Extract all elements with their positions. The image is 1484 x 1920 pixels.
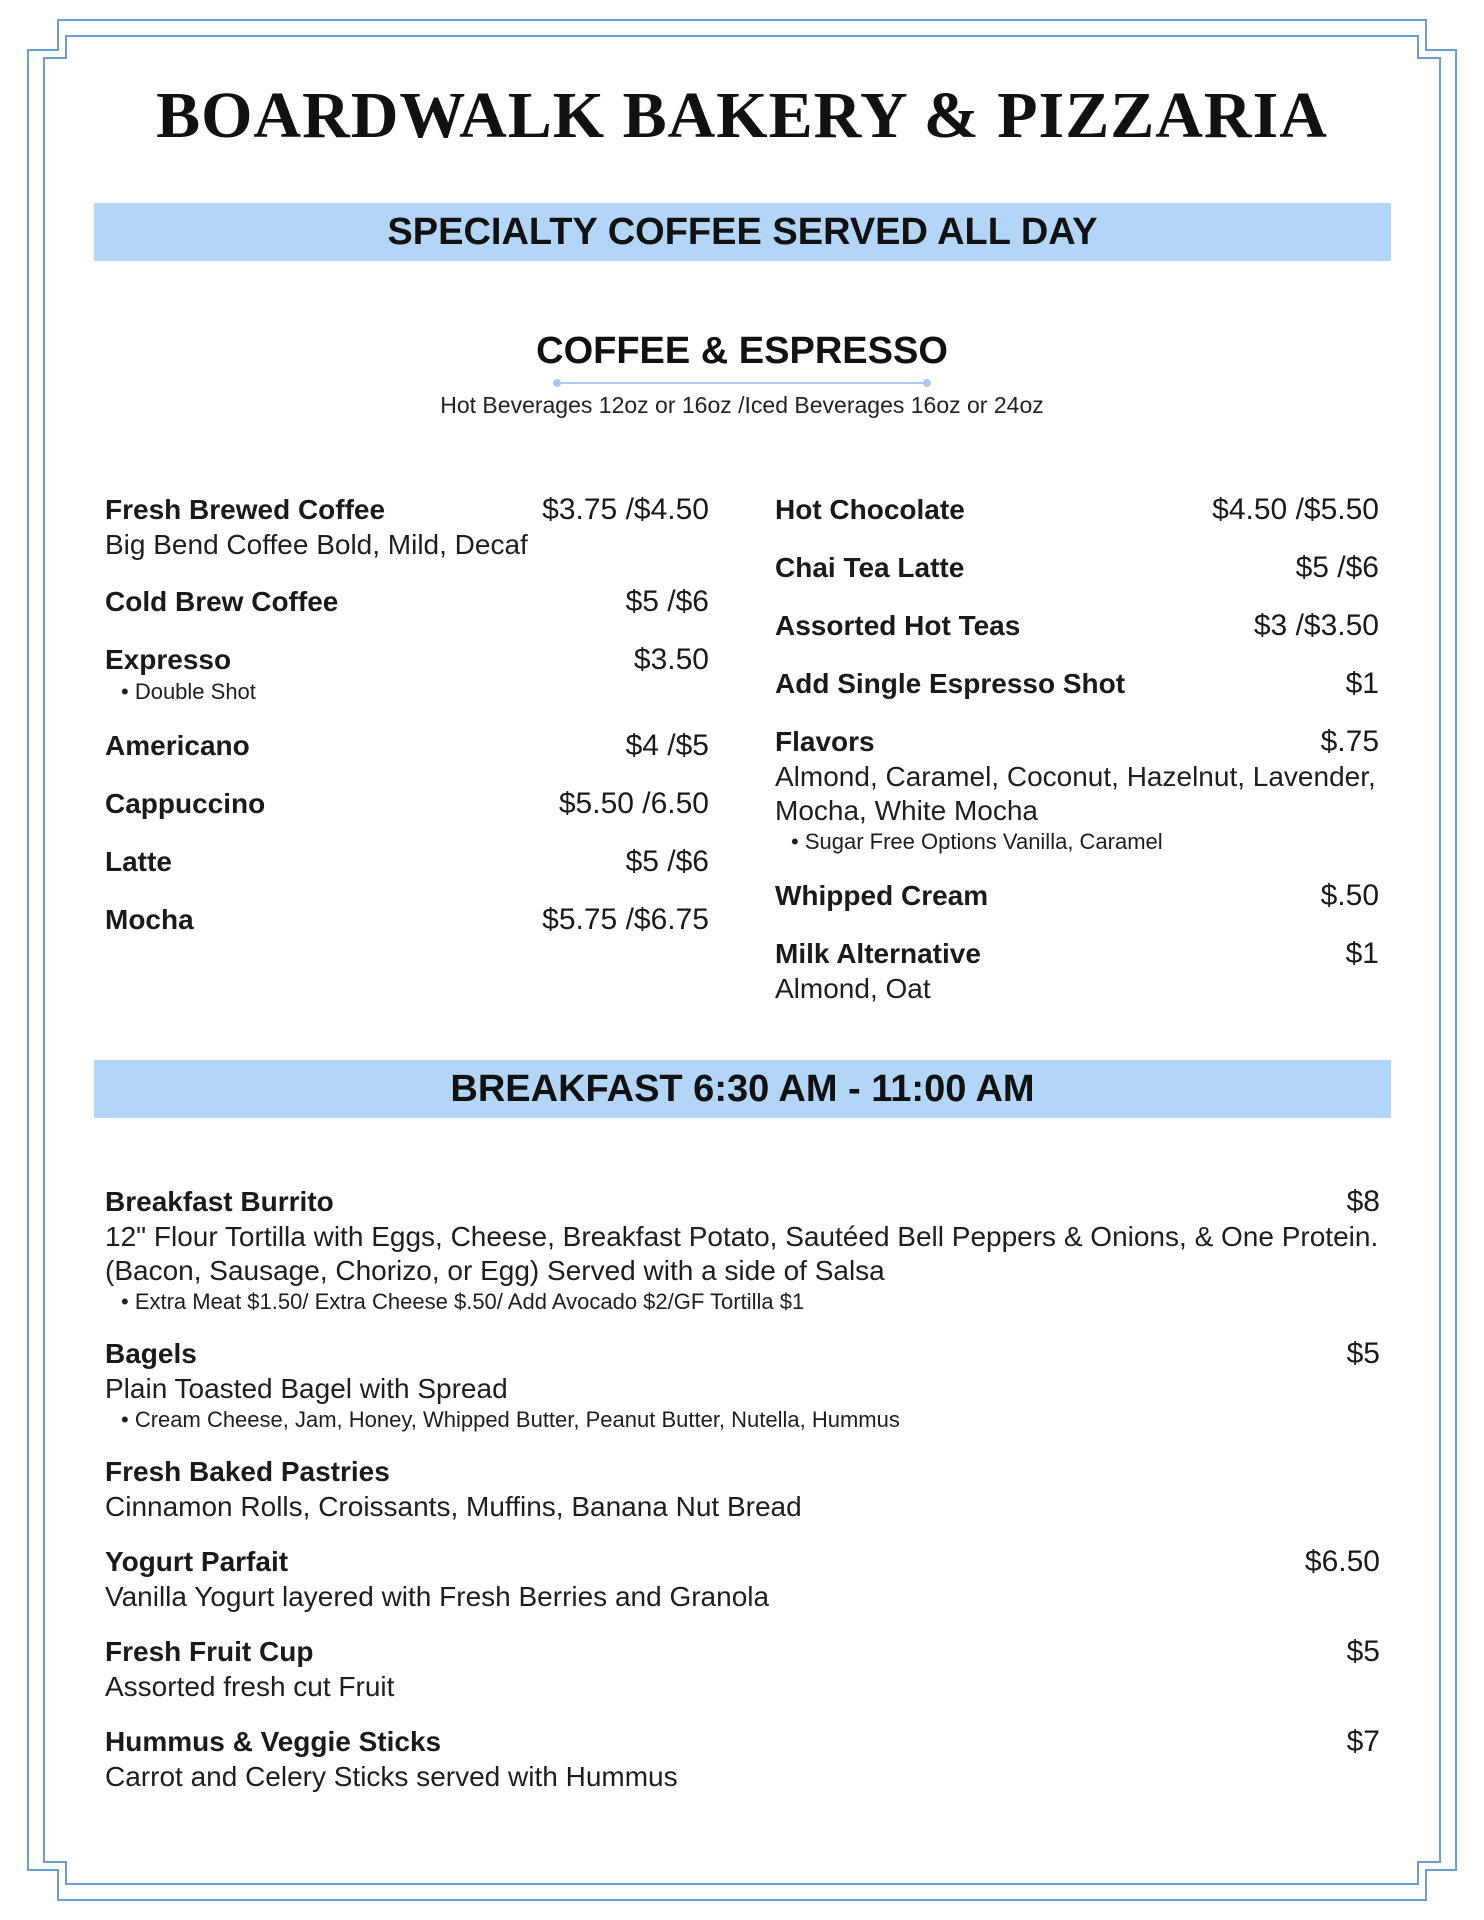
menu-item [105, 642, 709, 706]
coffee-left-column [105, 492, 709, 960]
menu-item [105, 1724, 1380, 1794]
menu-item-description: Almond, Caramel, Coconut, Hazelnut, Lavender, Mocha, White Mocha [775, 761, 1376, 826]
menu-item-name: Fresh Brewed Coffee [105, 494, 386, 525]
menu-item-price: $5 /$6 [1295, 551, 1379, 584]
menu-item-price: $4.50 /$5.50 [1212, 493, 1379, 526]
menu-item-price: $.75 [1320, 725, 1379, 758]
menu-item-price: $1 [1345, 667, 1379, 700]
restaurant-title: BOARDWALK BAKERY & PIZZARIA [156, 79, 1328, 152]
menu-item-name: Cappuccino [105, 788, 266, 819]
menu-item-price: $5 [1346, 1635, 1380, 1668]
menu-item-name: Fresh Baked Pastries [105, 1456, 390, 1487]
menu-item [775, 666, 1379, 702]
menu-item-description: 12" Flour Tortilla with Eggs, Cheese, Breakfast Potato, Sautéed Bell Peppers & Onions, & One Protein. (Bacon, Sausage, Chorizo, or Egg) Served with a side of Salsa [105, 1221, 1379, 1286]
breakfast-banner: BREAKFAST 6:30 AM - 11:00 AM [94, 1060, 1391, 1118]
menu-item-row [775, 936, 1379, 972]
menu-item-row [775, 666, 1379, 702]
menu-item-price: $7 [1346, 1725, 1380, 1758]
menu-item-name: Milk Alternative [775, 938, 981, 969]
menu-item-name: Yogurt Parfait [105, 1546, 289, 1577]
menu-item [775, 724, 1379, 856]
menu-item-row [105, 844, 709, 880]
menu-item-name: Hot Chocolate [775, 494, 965, 525]
menu-item-price: $3 /$3.50 [1253, 609, 1379, 642]
menu-item-price: $5 /$6 [625, 585, 709, 618]
menu-item-price: $5.75 /$6.75 [542, 903, 709, 936]
menu-item [105, 584, 709, 620]
menu-item-price: $3.75 /$4.50 [542, 493, 709, 526]
menu-item [105, 1634, 1380, 1704]
menu-item-row [105, 1634, 1380, 1670]
menu-item-price: $1 [1345, 937, 1379, 970]
menu-item-row [775, 878, 1379, 914]
menu-item-row [105, 1336, 1380, 1372]
menu-item-description: Cinnamon Rolls, Croissants, Muffins, Banana Nut Bread [105, 1491, 802, 1522]
menu-item [775, 608, 1379, 644]
menu-item-name: Latte [105, 846, 172, 877]
menu-item-description: Plain Toasted Bagel with Spread [105, 1373, 508, 1404]
menu-item-price: $4 /$5 [625, 729, 709, 762]
menu-item [105, 1454, 1380, 1524]
menu-item-name: Cold Brew Coffee [105, 586, 339, 617]
menu-item-row [105, 1724, 1380, 1760]
menu-item-row [105, 642, 709, 678]
menu-item [775, 936, 1379, 1006]
menu-item-row [775, 550, 1379, 586]
menu-item-name: Add Single Espresso Shot [775, 668, 1126, 699]
menu-item-description: Carrot and Celery Sticks served with Hummus [105, 1761, 678, 1792]
menu-item-row [105, 1454, 1380, 1490]
menu-item-price: $8 [1346, 1185, 1380, 1218]
menu-item-price: $6.50 [1304, 1545, 1380, 1578]
breakfast-list [105, 1184, 1380, 1814]
menu-item-note: • Sugar Free Options Vanilla, Caramel [791, 829, 1163, 854]
menu-item-row [105, 584, 709, 620]
menu-item [105, 844, 709, 880]
menu-item-row [105, 1184, 1380, 1220]
menu-item-price: $5 [1346, 1337, 1380, 1370]
menu-item-row [105, 728, 709, 764]
menu-item [105, 786, 709, 822]
menu-item-name: Chai Tea Latte [775, 552, 965, 583]
menu-item-name: Assorted Hot Teas [775, 610, 1021, 641]
menu-item-row [105, 902, 709, 938]
menu-item [105, 1184, 1380, 1316]
section-title-coffee: COFFEE & ESPRESSO [536, 330, 948, 372]
coffee-banner: SPECIALTY COFFEE SERVED ALL DAY [94, 203, 1391, 261]
menu-item-row [775, 492, 1379, 528]
menu-item-price: $3.50 [633, 643, 709, 676]
menu-item-name: Breakfast Burrito [105, 1186, 334, 1217]
menu-item-note: • Cream Cheese, Jam, Honey, Whipped Butter, Peanut Butter, Nutella, Hummus [121, 1407, 900, 1432]
menu-item-note: • Double Shot [121, 679, 256, 704]
menu-item-note: • Extra Meat $1.50/ Extra Cheese $.50/ Add Avocado $2/GF Tortilla $1 [121, 1289, 805, 1314]
menu-item-price: $5 /$6 [625, 845, 709, 878]
menu-item [105, 1336, 1380, 1434]
menu-item-row [105, 786, 709, 822]
menu-item [105, 902, 709, 938]
menu-item [105, 492, 709, 562]
menu-item-price: $.50 [1320, 879, 1379, 912]
menu-item-description: Big Bend Coffee Bold, Mild, Decaf [105, 529, 528, 560]
menu-item-name: Americano [105, 730, 250, 761]
menu-item [775, 878, 1379, 914]
menu-item [105, 728, 709, 764]
menu-item-name: Hummus & Veggie Sticks [105, 1726, 442, 1757]
menu-item-name: Bagels [105, 1338, 197, 1369]
coffee-right-column [775, 492, 1379, 1028]
menu-item-description: Assorted fresh cut Fruit [105, 1671, 395, 1702]
menu-item-price: $5.50 /6.50 [558, 787, 709, 820]
menu-item-description: Vanilla Yogurt layered with Fresh Berries and Granola [105, 1581, 770, 1612]
menu-item-row [105, 1544, 1380, 1580]
beverage-sizes-note: Hot Beverages 12oz or 16oz /Iced Beverages 16oz or 24oz [440, 392, 1044, 418]
menu-item [775, 492, 1379, 528]
menu-item-name: Expresso [105, 644, 232, 675]
menu-item [105, 1544, 1380, 1614]
menu-item-name: Flavors [775, 726, 875, 757]
menu-item-name: Whipped Cream [775, 880, 989, 911]
menu-item-row [775, 724, 1379, 760]
menu-item [775, 550, 1379, 586]
menu-item-name: Mocha [105, 904, 194, 935]
menu-item-row [775, 608, 1379, 644]
menu-item-name: Fresh Fruit Cup [105, 1636, 314, 1667]
menu-item-row [105, 492, 709, 528]
menu-item-description: Almond, Oat [775, 973, 931, 1004]
title-divider [551, 377, 933, 389]
